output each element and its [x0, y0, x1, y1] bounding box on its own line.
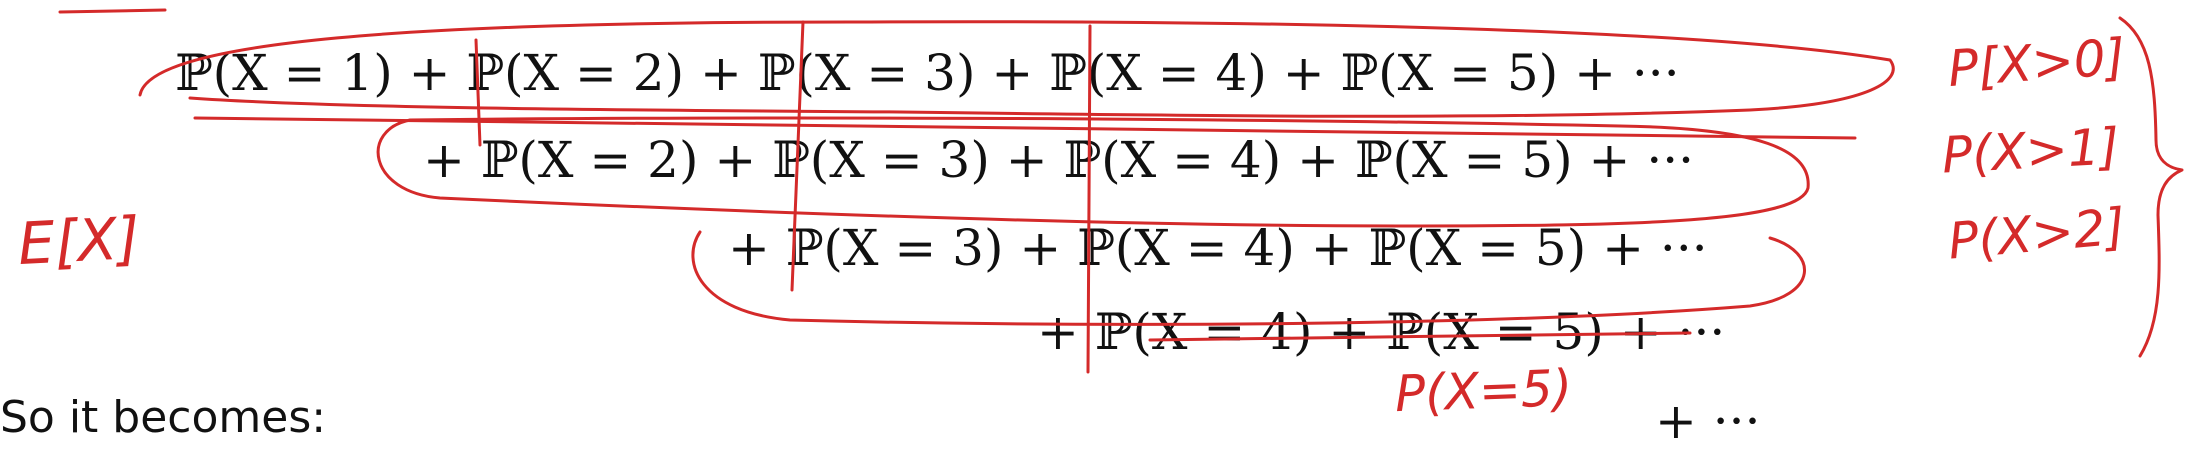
sum-row-2: + ℙ(X = 2) + ℙ(X = 3) + ℙ(X = 4) + ℙ(X = 5) + ··· [423, 131, 1694, 189]
handwritten-label-p-x-gt-0: P[X>0] [1946, 27, 2127, 99]
loop-row-3 [693, 232, 1805, 324]
underline-row-1 [195, 118, 1855, 138]
handwritten-expectation-label: E[X] [16, 203, 142, 279]
handwritten-label-p-x-eq-5: P(X=5) [1394, 358, 1574, 424]
vertical-separator-3 [1088, 26, 1090, 372]
handwritten-label-p-x-gt-1: P(X>1] [1940, 117, 2121, 185]
sum-row-4: + ℙ(X = 4) + ℙ(X = 5) + ··· [1037, 303, 1726, 361]
sum-row-1: ℙ(X = 1) + ℙ(X = 2) + ℙ(X = 3) + ℙ(X = 4) + ℙ(X = 5) + ··· [175, 44, 1680, 102]
top-ink-stroke [60, 10, 165, 12]
sum-row-3: + ℙ(X = 3) + ℙ(X = 4) + ℙ(X = 5) + ··· [728, 219, 1708, 277]
loop-row-1 [140, 22, 1893, 117]
handwritten-label-p-x-gt-2: P(X>2] [1945, 197, 2128, 271]
strike-row-4 [1150, 333, 1690, 340]
cut-off-text-line: So it becomes: [0, 392, 327, 443]
right-curly-brace [2120, 18, 2182, 356]
sum-row-5: + ··· [1655, 392, 1761, 450]
vertical-separator-2 [792, 22, 803, 290]
vertical-separator-1 [476, 40, 480, 145]
